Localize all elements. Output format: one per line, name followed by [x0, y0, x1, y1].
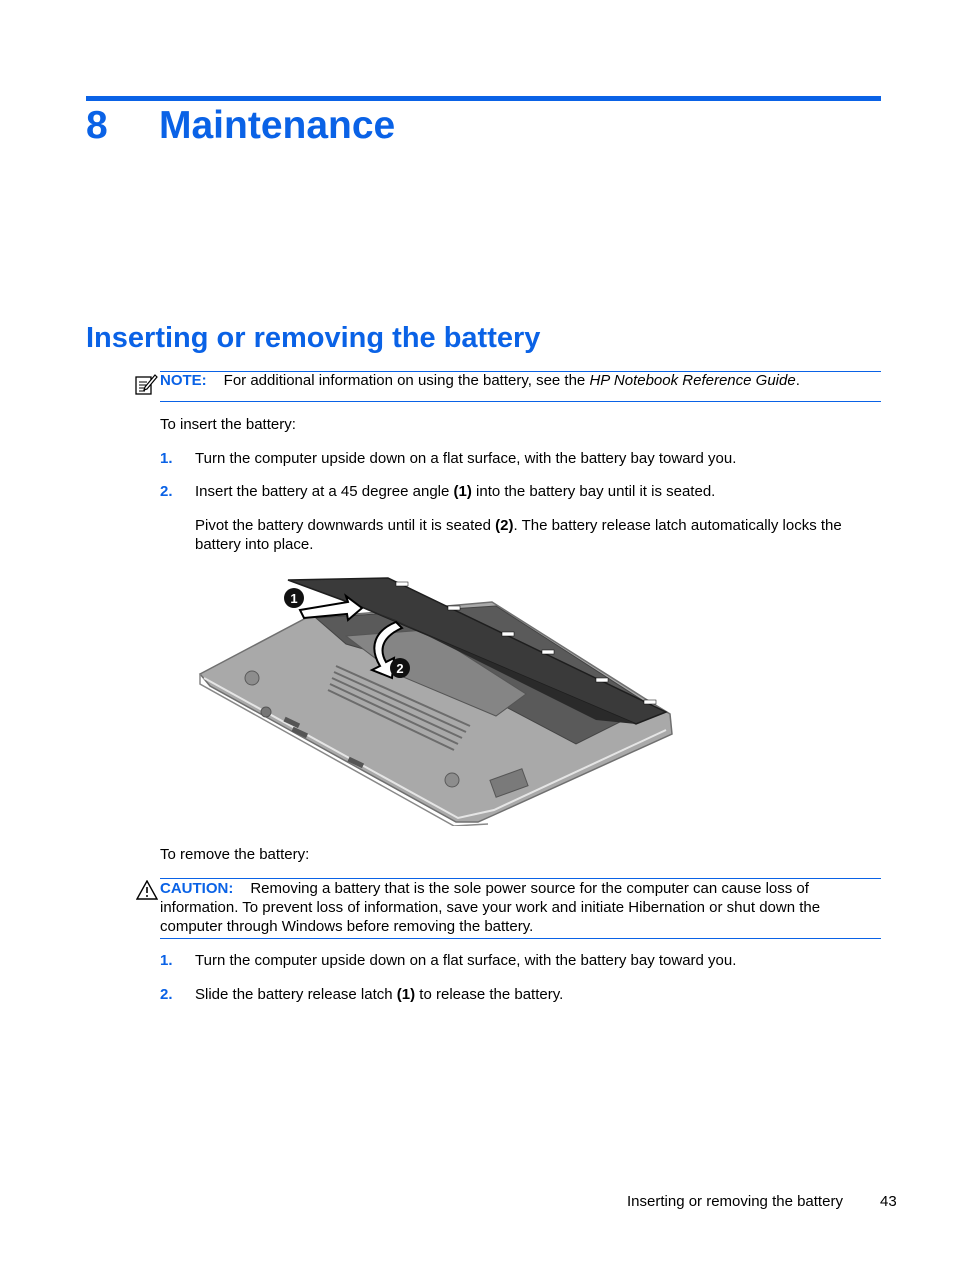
battery-illustration	[196, 574, 676, 826]
insert-step1-number: 1.	[160, 450, 173, 467]
reference-guide-title: HP Notebook Reference Guide	[589, 372, 796, 389]
caution-body: Removing a battery that is the sole power source for the computer can cause loss of information. To prevent loss of information, save your work and initiate Hibernation or shut down the computer through Windows before removing the battery.	[160, 880, 821, 935]
chapter-number: 8	[86, 104, 108, 147]
insert-intro: To insert the battery:	[160, 416, 296, 433]
note-icon	[134, 372, 158, 396]
remove-step2-number: 2.	[160, 986, 173, 1003]
insert-step2-part: into the battery bay until it is seated.	[471, 483, 716, 500]
pivot-part: . The battery release latch automatically locks the battery into place.	[195, 517, 842, 553]
note-label: NOTE:	[160, 372, 207, 389]
remove-step2-part: Slide the battery release latch	[195, 986, 397, 1003]
callout-1: 1	[290, 591, 298, 606]
note-bottom-rule	[160, 401, 881, 402]
warning-icon	[136, 880, 158, 900]
chapter-title: Maintenance	[159, 104, 396, 147]
pivot-text	[195, 516, 875, 554]
page-number: 43	[880, 1193, 897, 1210]
chapter-rule	[86, 96, 881, 101]
remove-intro: To remove the battery:	[160, 846, 310, 863]
callout-ref: (1)	[396, 986, 416, 1003]
remove-step1-number: 1.	[160, 952, 173, 969]
footer-section-title: Inserting or removing the battery	[627, 1193, 843, 1210]
callout-ref: (1)	[453, 483, 472, 500]
caution-label: CAUTION:	[160, 880, 234, 897]
pivot-part: Pivot the battery downwards until it is seated	[195, 517, 496, 534]
note-end: .	[795, 372, 800, 389]
insert-step2-part: Insert the battery at a 45 degree angle	[195, 483, 454, 500]
callout-2: 2	[396, 661, 404, 676]
insert-step2-text	[195, 482, 881, 501]
insert-step2-number: 2.	[160, 483, 173, 500]
remove-step2-text	[195, 985, 881, 1004]
remove-step2-part: to release the battery.	[415, 986, 564, 1003]
callout-ref: (2)	[495, 517, 514, 534]
note-body: For additional information on using the battery, see the	[223, 372, 590, 389]
note-text	[160, 371, 881, 390]
section-title: Inserting or removing the battery	[86, 322, 541, 354]
remove-step1-text: Turn the computer upside down on a flat surface, with the battery bay toward you.	[195, 952, 737, 969]
caution-bottom-rule	[160, 938, 881, 939]
caution-text	[160, 879, 875, 936]
insert-step1-text: Turn the computer upside down on a flat surface, with the battery bay toward you.	[195, 450, 737, 467]
